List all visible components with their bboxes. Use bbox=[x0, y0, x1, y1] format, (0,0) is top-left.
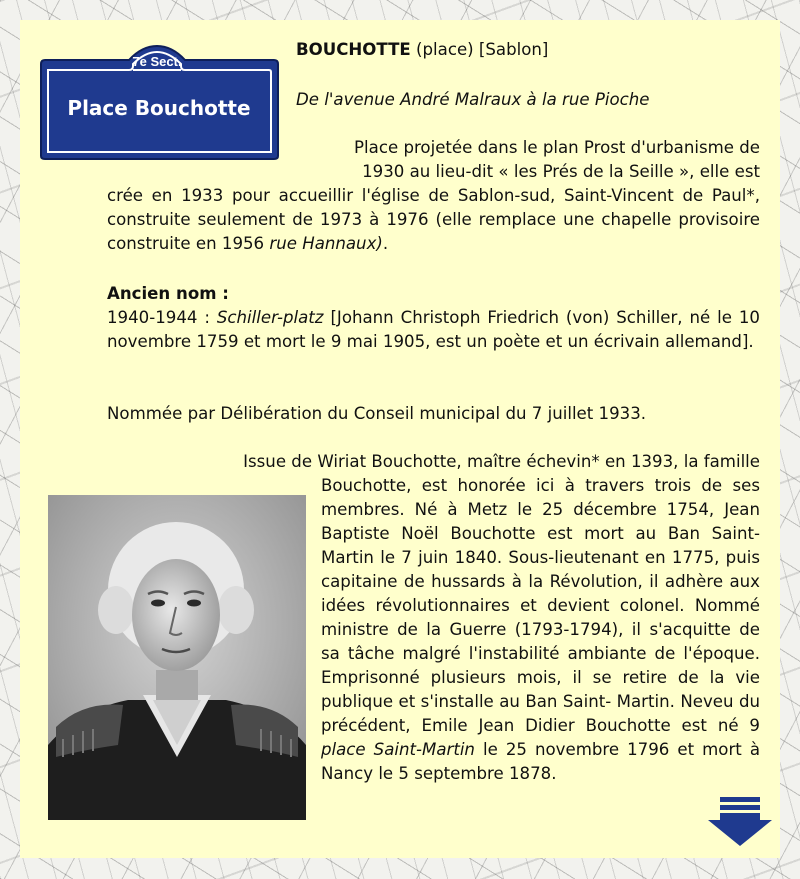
intro-text: crée en 1933 pour accueillir l'église de Sablon-sud, Saint-Vincent de Paul*, construite seulement de 1973 à 1976 (elle remplace une chapelle provisoire construite en 1956 bbox=[107, 186, 760, 253]
former-name-paragraph bbox=[107, 306, 760, 354]
intro-line-1: Place projetée dans le plan Prost d'urbanisme de bbox=[354, 138, 760, 157]
page-title bbox=[296, 38, 766, 62]
bio-first-line: Issue de Wiriat Bouchotte, maître échevin* en 1393, la famille bbox=[243, 452, 760, 471]
intro-paragraph bbox=[107, 184, 760, 256]
next-page-arrow-icon[interactable] bbox=[706, 796, 774, 848]
bio-place: place Saint-Martin bbox=[321, 740, 475, 759]
former-name-value: Schiller-platz bbox=[216, 308, 324, 327]
bio-end: le 25 novembre 1796 et mort à Nancy le 5 septembre 1878. bbox=[321, 740, 760, 783]
title-rest: (place) [Sablon] bbox=[410, 40, 549, 59]
former-name-detail: [Johann Christoph Friedrich (von) Schiller, né le 10 novembre 1759 et mort le 9 mai 1905, est un poète et un écrivain allemand]. bbox=[107, 308, 760, 351]
bio-paragraph bbox=[321, 474, 760, 786]
former-name-dates: 1940-1944 : bbox=[107, 308, 217, 327]
former-name-heading: Ancien nom : bbox=[107, 284, 229, 303]
deliberation-text: Nommée par Délibération du Conseil municipal du 7 juillet 1933. bbox=[107, 404, 647, 423]
portrait-bouchotte bbox=[48, 495, 306, 820]
street-sign bbox=[37, 44, 282, 160]
sign-name: Place Bouchotte bbox=[67, 96, 251, 120]
intro-line-2: 1930 au lieu-dit « les Prés de la Seille », elle est bbox=[362, 162, 760, 181]
intro-end: . bbox=[382, 234, 389, 253]
intro-street: rue Hannaux) bbox=[269, 234, 383, 253]
bio-body: Bouchotte, est honorée ici à travers trois de ses membres. Né à Metz le 25 décembre 1754, Jean Baptiste Noël Bouchotte est mort au Ban Saint-Martin le 7 juin 1840. Sous-lieutenant en 1775, puis capitaine de hussards à la Révolution, il adhère aux idées révolutionnaires et devient colonel. Nommé ministre de la Guerre (1793-1794), il s'acquitte de sa tâche malgré l'instabilité ambiante de l'époque. Emprisonné plusieurs mois, il se retire de la vie publique et s'installe au Ban Saint- Martin. Neveu du précédent, Emile Jean Didier Bouchotte est né 9 bbox=[321, 476, 760, 735]
title-name: BOUCHOTTE bbox=[296, 40, 411, 59]
subtitle: De l'avenue André Malraux à la rue Pioche bbox=[296, 90, 650, 109]
sign-section: 7e Sect. bbox=[132, 54, 182, 69]
